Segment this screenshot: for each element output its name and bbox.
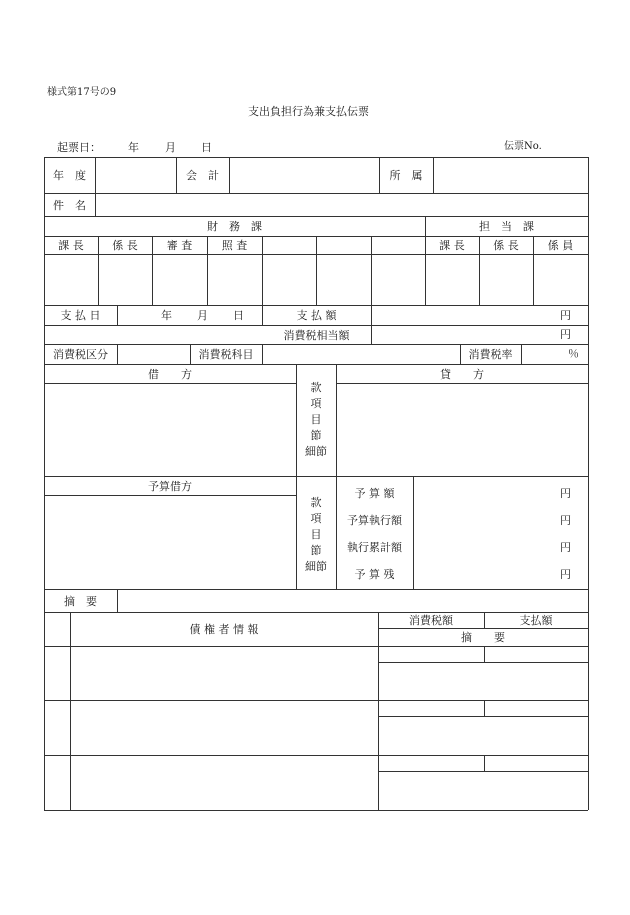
form-title: 支出負担行為兼支払伝票 [248, 105, 369, 118]
moku-label: 目 [310, 413, 322, 426]
zaimu-ka-label: 財 務 課 [207, 220, 262, 233]
tekiyo-label: 摘 要 [64, 594, 97, 608]
tax-pct: ％ [568, 347, 579, 360]
creditor-tekiyo-label: 摘 要 [461, 631, 505, 644]
kou-label-2: 項 [310, 512, 322, 525]
shiharai-yen: 円 [560, 309, 571, 322]
shiharai-month: 月 [197, 309, 208, 322]
nendo-label: 年 度 [53, 169, 86, 182]
tax-equiv-yen: 円 [560, 328, 571, 341]
approval-kakaricho: 係 長 [112, 239, 138, 252]
approval-kakaricho-2: 係 長 [493, 239, 519, 252]
kou-label: 項 [310, 397, 322, 410]
kan-label: 款 [310, 381, 322, 394]
karikata-label: 借 方 [148, 367, 192, 381]
budget-shikko-gaku: 予算執行額 [347, 514, 402, 527]
denpyo-no: 伝票No. [504, 141, 542, 152]
shiharai-day: 日 [233, 309, 244, 322]
approval-kacho: 課 長 [58, 239, 84, 252]
moku-label-2: 目 [310, 528, 322, 541]
shiharai-year: 年 [161, 309, 172, 322]
saisetsu-label: 細節 [305, 445, 327, 458]
creditor-tax-amount-label: 消費税額 [409, 614, 453, 627]
creditor-pay-amount-label: 支払額 [519, 614, 553, 627]
shiharai-bi-label: 支 払 日 [60, 309, 101, 322]
creditor-info-label: 債 権 者 情 報 [189, 623, 259, 636]
budget-ruikei-gaku: 執行累計額 [347, 541, 402, 554]
shozoku-label: 所 属 [389, 169, 423, 182]
kihyo-label: 起票日： [57, 141, 101, 154]
budget-yosan-gaku-yen: 円 [560, 487, 571, 500]
budget-ruikei-gaku-yen: 円 [560, 541, 571, 554]
approval-shinsa: 審 査 [166, 239, 193, 252]
tax-kamoku-label: 消費税科目 [198, 348, 254, 361]
budget-shikko-gaku-yen: 円 [560, 514, 571, 527]
tanto-ka-label: 担 当 課 [479, 220, 534, 233]
shiharai-gaku-label: 支 払 額 [296, 309, 337, 322]
kihyo-month: 月 [165, 141, 176, 154]
tax-equiv-label: 消費税相当額 [283, 328, 350, 342]
form-id: 様式第17号の9 [47, 87, 117, 98]
budget-yosan-zan: 予 算 残 [354, 568, 395, 581]
kashikata-label: 貸 方 [440, 367, 484, 381]
approval-kacho-2: 課 長 [439, 239, 465, 252]
tax-ritsu-label: 消費税率 [468, 348, 513, 361]
saisetsu-label-2: 細節 [305, 560, 327, 573]
budget-yosan-gaku: 予 算 額 [354, 487, 395, 500]
setsu-label: 節 [310, 429, 322, 442]
budget-yosan-zan-yen: 円 [560, 568, 571, 581]
kaikei-label: 会 計 [186, 169, 219, 182]
yosan-karikata-label: 予算借方 [148, 479, 192, 493]
kihyo-year: 年 [128, 141, 139, 154]
kihyo-day: 日 [201, 141, 212, 154]
kan-label-2: 款 [310, 496, 322, 509]
tax-kubun-label: 消費税区分 [53, 348, 108, 361]
kenmei-label: 件 名 [53, 198, 86, 212]
setsu-label-2: 節 [310, 544, 322, 557]
approval-kakariin: 係 員 [547, 239, 574, 252]
approval-shosa: 照 査 [221, 239, 248, 252]
